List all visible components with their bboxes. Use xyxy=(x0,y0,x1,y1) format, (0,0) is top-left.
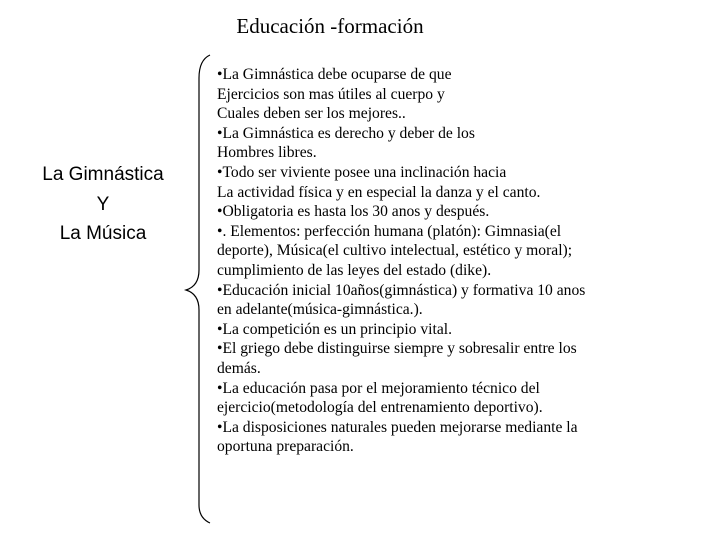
text-line: Cuales deben ser los mejores.. xyxy=(217,105,406,123)
text-line: oportuna preparación. xyxy=(217,438,354,456)
text-line: en adelante(música-gimnástica.). xyxy=(217,301,423,319)
text-line: ejercicio(metodología del entrenamiento deportivo). xyxy=(217,399,543,417)
text-line: demás. xyxy=(217,359,261,377)
text-line: Hombres libres. xyxy=(217,144,317,162)
text-line: cumplimiento de las leyes del estado (dike). xyxy=(217,261,492,279)
text-line: •Educación inicial 10años(gimnástica) y formativa 10 anos xyxy=(217,281,586,299)
left-heading-line: Y xyxy=(96,193,110,215)
slide-title: Educación -formación xyxy=(236,14,424,38)
text-line: •La competición es un principio vital. xyxy=(217,320,452,338)
text-line: •La educación pasa por el mejoramiento técnico del xyxy=(217,379,540,397)
bullet-text-block xyxy=(217,65,585,457)
left-heading-line: La Música xyxy=(59,223,147,244)
text-line: •Todo ser viviente posee una inclinación hacia xyxy=(217,163,507,181)
text-line: •La Gimnástica debe ocuparse de que xyxy=(217,66,452,83)
text-line: Ejercicios son mas útiles al cuerpo y xyxy=(217,85,445,103)
text-line: deporte), Música(el cultivo intelectual, estético y moral); xyxy=(217,242,573,260)
text-line: •La disposiciones naturales pueden mejorarse mediante la xyxy=(217,418,578,436)
text-line: •La Gimnástica es derecho y deber de los xyxy=(217,124,475,142)
text-line: La actividad física y en especial la danza y el canto. xyxy=(217,183,541,201)
text-line: •Obligatoria es hasta los 30 anos y después. xyxy=(217,203,490,221)
text-line: •. Elementos: perfección humana (platón): Gimnasia(el xyxy=(217,222,562,240)
text-line: •El griego debe distinguirse siempre y sobresalir entre los xyxy=(217,340,577,358)
left-heading-line: La Gimnástica xyxy=(42,164,164,185)
